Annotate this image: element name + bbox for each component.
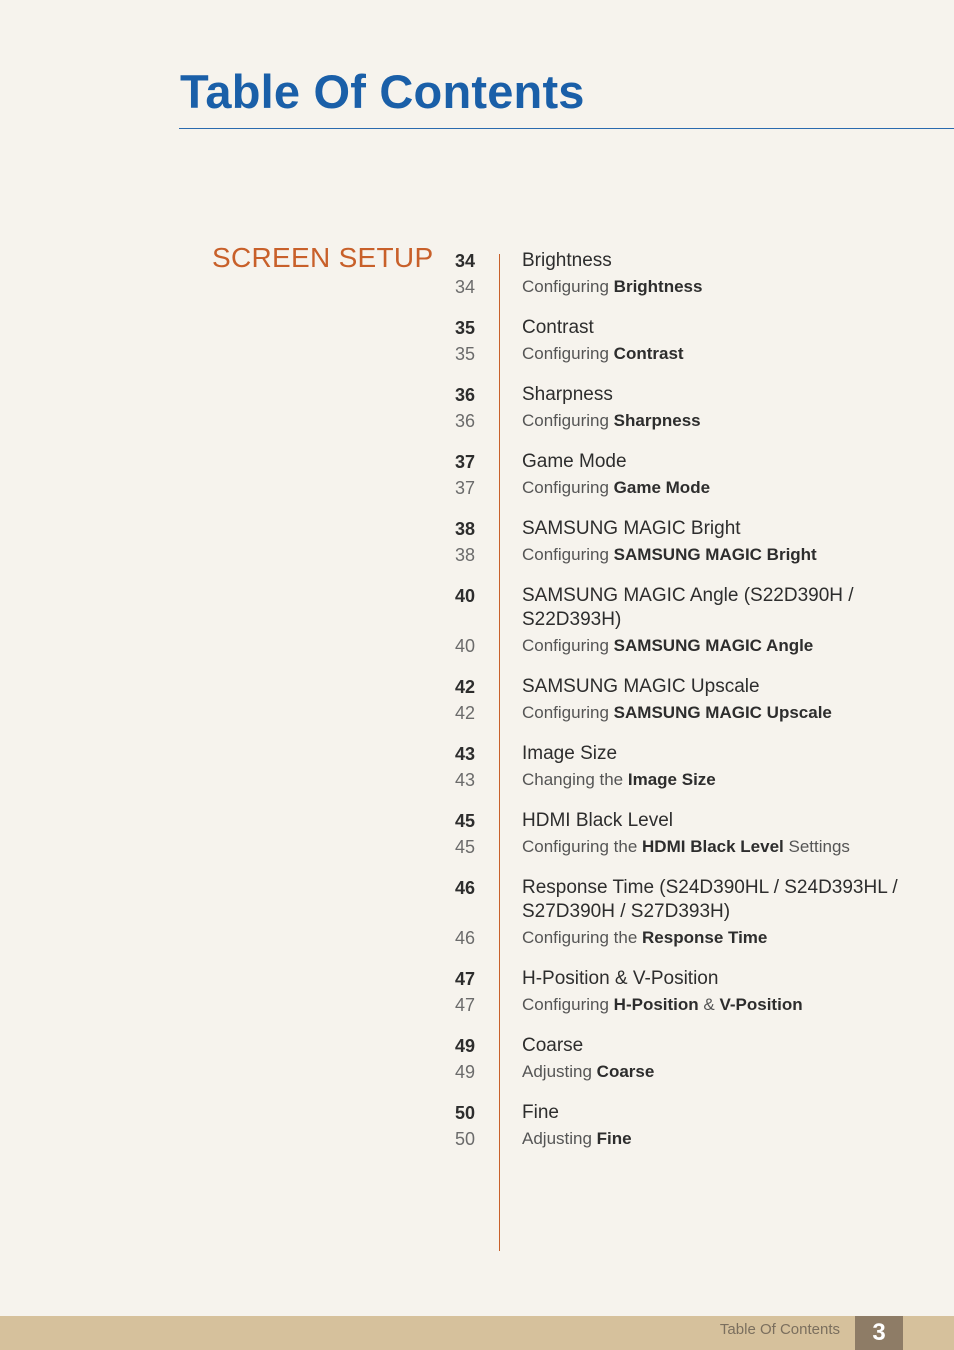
toc-sub-title — [522, 766, 910, 794]
toc-sub-row[interactable] — [440, 632, 910, 660]
toc-sub-emphasis: HDMI Black Level — [642, 837, 784, 856]
toc-sub-emphasis: H-Position — [613, 995, 699, 1014]
toc-page-number: 47 — [454, 969, 475, 989]
toc-sub-page-number: 36 — [454, 411, 475, 431]
toc-sub-emphasis: Image Size — [627, 770, 716, 789]
toc-sub-row[interactable] — [440, 1125, 910, 1153]
toc-sub-text: Settings — [783, 837, 850, 856]
toc-entry-title: SAMSUNG MAGIC Angle (S22D390H / S22D393H) — [522, 585, 854, 630]
toc-main-row[interactable] — [440, 450, 910, 474]
footer-label: Table Of Contents — [719, 1321, 840, 1338]
toc-sub-emphasis: Brightness — [613, 277, 703, 296]
toc-sub-row[interactable] — [440, 991, 910, 1019]
toc-sub-emphasis: V-Position — [719, 995, 803, 1014]
toc-page-number: 35 — [454, 318, 475, 338]
toc-main-row[interactable] — [440, 517, 910, 541]
toc-page-number: 37 — [454, 452, 475, 472]
toc-sub-emphasis: Coarse — [596, 1062, 655, 1081]
toc-page-number: 43 — [454, 744, 475, 764]
toc-sub-emphasis: Contrast — [613, 344, 684, 363]
toc-list — [440, 249, 910, 1168]
toc-entry — [440, 316, 910, 368]
toc-sub-text: Configuring — [522, 545, 614, 564]
toc-sub-title — [522, 1125, 910, 1153]
toc-sub-emphasis: SAMSUNG MAGIC Angle — [613, 636, 814, 655]
toc-sub-text: Configuring — [522, 703, 614, 722]
toc-sub-page-number: 49 — [454, 1062, 475, 1082]
toc-main-row[interactable] — [440, 809, 910, 833]
toc-sub-page-number: 43 — [454, 770, 475, 790]
toc-sub-text: Configuring — [522, 478, 614, 497]
toc-entry — [440, 967, 910, 1019]
toc-sub-row[interactable] — [440, 340, 910, 368]
toc-sub-row[interactable] — [440, 407, 910, 435]
toc-sub-row[interactable] — [440, 924, 910, 952]
toc-entry — [440, 249, 910, 301]
toc-sub-title — [522, 541, 910, 569]
toc-entry — [440, 1101, 910, 1153]
toc-page-number: 38 — [454, 519, 475, 539]
toc-sub-page-number: 46 — [454, 928, 475, 948]
toc-entry-title: Coarse — [522, 1035, 584, 1056]
toc-sub-row[interactable] — [440, 833, 910, 861]
toc-sub-text: Configuring — [522, 277, 614, 296]
page-number: 3 — [855, 1316, 903, 1350]
toc-sub-text: Adjusting — [522, 1129, 597, 1148]
toc-sub-emphasis: Response Time — [642, 928, 768, 947]
toc-entry — [440, 584, 910, 660]
toc-main-row[interactable] — [440, 876, 910, 924]
toc-sub-text: Configuring — [522, 995, 614, 1014]
toc-sub-row[interactable] — [440, 766, 910, 794]
toc-entry-title: Brightness — [522, 250, 612, 271]
toc-sub-text: Changing the — [522, 770, 628, 789]
toc-sub-page-number: 45 — [454, 837, 475, 857]
title-divider — [179, 128, 954, 129]
toc-main-row[interactable] — [440, 742, 910, 766]
toc-sub-emphasis: Fine — [596, 1129, 632, 1148]
toc-sub-title — [522, 273, 910, 301]
toc-sub-page-number: 47 — [454, 995, 475, 1015]
toc-sub-page-number: 37 — [454, 478, 475, 498]
toc-sub-emphasis: Sharpness — [613, 411, 701, 430]
toc-main-row[interactable] — [440, 1034, 910, 1058]
toc-sub-row[interactable] — [440, 273, 910, 301]
toc-sub-page-number: 40 — [454, 636, 475, 656]
toc-entry-title: Game Mode — [522, 451, 627, 472]
toc-entry-title: Sharpness — [522, 384, 613, 405]
toc-entry — [440, 809, 910, 861]
toc-entry-title: Image Size — [522, 743, 618, 764]
toc-sub-title — [522, 474, 910, 502]
toc-sub-text: & — [698, 995, 720, 1014]
toc-sub-emphasis: Game Mode — [613, 478, 711, 497]
toc-sub-text: Configuring — [522, 636, 614, 655]
toc-sub-text: Configuring the — [522, 928, 643, 947]
toc-sub-page-number: 42 — [454, 703, 475, 723]
toc-main-row[interactable] — [440, 675, 910, 699]
toc-page-number: 49 — [454, 1036, 475, 1056]
toc-sub-title — [522, 632, 910, 660]
toc-sub-row[interactable] — [440, 541, 910, 569]
section-title: SCREEN SETUP — [212, 242, 434, 273]
toc-sub-title — [522, 407, 910, 435]
toc-entry — [440, 383, 910, 435]
toc-sub-title — [522, 833, 910, 861]
toc-entry — [440, 876, 910, 952]
toc-sub-page-number: 34 — [454, 277, 475, 297]
toc-sub-row[interactable] — [440, 474, 910, 502]
toc-sub-text: Adjusting — [522, 1062, 597, 1081]
toc-entry-title: HDMI Black Level — [522, 810, 673, 831]
toc-page-number: 46 — [454, 878, 475, 898]
toc-entry — [440, 1034, 910, 1086]
toc-sub-title — [522, 991, 910, 1019]
toc-main-row[interactable] — [440, 249, 910, 273]
toc-entry — [440, 517, 910, 569]
toc-entry-title: Contrast — [522, 317, 594, 338]
toc-sub-page-number: 38 — [454, 545, 475, 565]
toc-entry — [440, 742, 910, 794]
toc-entry-title: Fine — [522, 1102, 559, 1123]
toc-sub-page-number: 35 — [454, 344, 475, 364]
toc-entry-title: SAMSUNG MAGIC Bright — [522, 518, 741, 539]
toc-main-row[interactable] — [440, 1101, 910, 1125]
toc-sub-title — [522, 924, 910, 952]
toc-sub-title — [522, 1058, 910, 1086]
toc-main-row[interactable] — [440, 383, 910, 407]
toc-sub-page-number: 50 — [454, 1129, 475, 1149]
toc-sub-title — [522, 340, 910, 368]
toc-sub-text: Configuring — [522, 411, 614, 430]
toc-page-number: 40 — [454, 586, 475, 606]
toc-entry — [440, 450, 910, 502]
toc-page-number: 45 — [454, 811, 475, 831]
toc-main-row[interactable] — [440, 316, 910, 340]
toc-page-number: 50 — [454, 1103, 475, 1123]
toc-main-row[interactable] — [440, 584, 910, 632]
toc-page-number: 42 — [454, 677, 475, 697]
toc-sub-row[interactable] — [440, 699, 910, 727]
toc-entry — [440, 675, 910, 727]
toc-sub-text: Configuring — [522, 344, 614, 363]
page-title: Table Of Contents — [180, 65, 585, 118]
toc-page-number: 34 — [454, 251, 475, 271]
toc-entry-title: SAMSUNG MAGIC Upscale — [522, 676, 760, 697]
toc-page-number: 36 — [454, 385, 475, 405]
toc-main-row[interactable] — [440, 967, 910, 991]
toc-sub-title — [522, 699, 910, 727]
toc-sub-emphasis: SAMSUNG MAGIC Upscale — [613, 703, 832, 722]
toc-sub-emphasis: SAMSUNG MAGIC Bright — [613, 545, 817, 564]
toc-sub-row[interactable] — [440, 1058, 910, 1086]
toc-sub-text: Configuring the — [522, 837, 643, 856]
toc-entry-title: Response Time (S24D390HL / S24D393HL / S27D390H / S27D393H) — [522, 877, 898, 922]
toc-entry-title: H-Position & V-Position — [522, 968, 719, 989]
